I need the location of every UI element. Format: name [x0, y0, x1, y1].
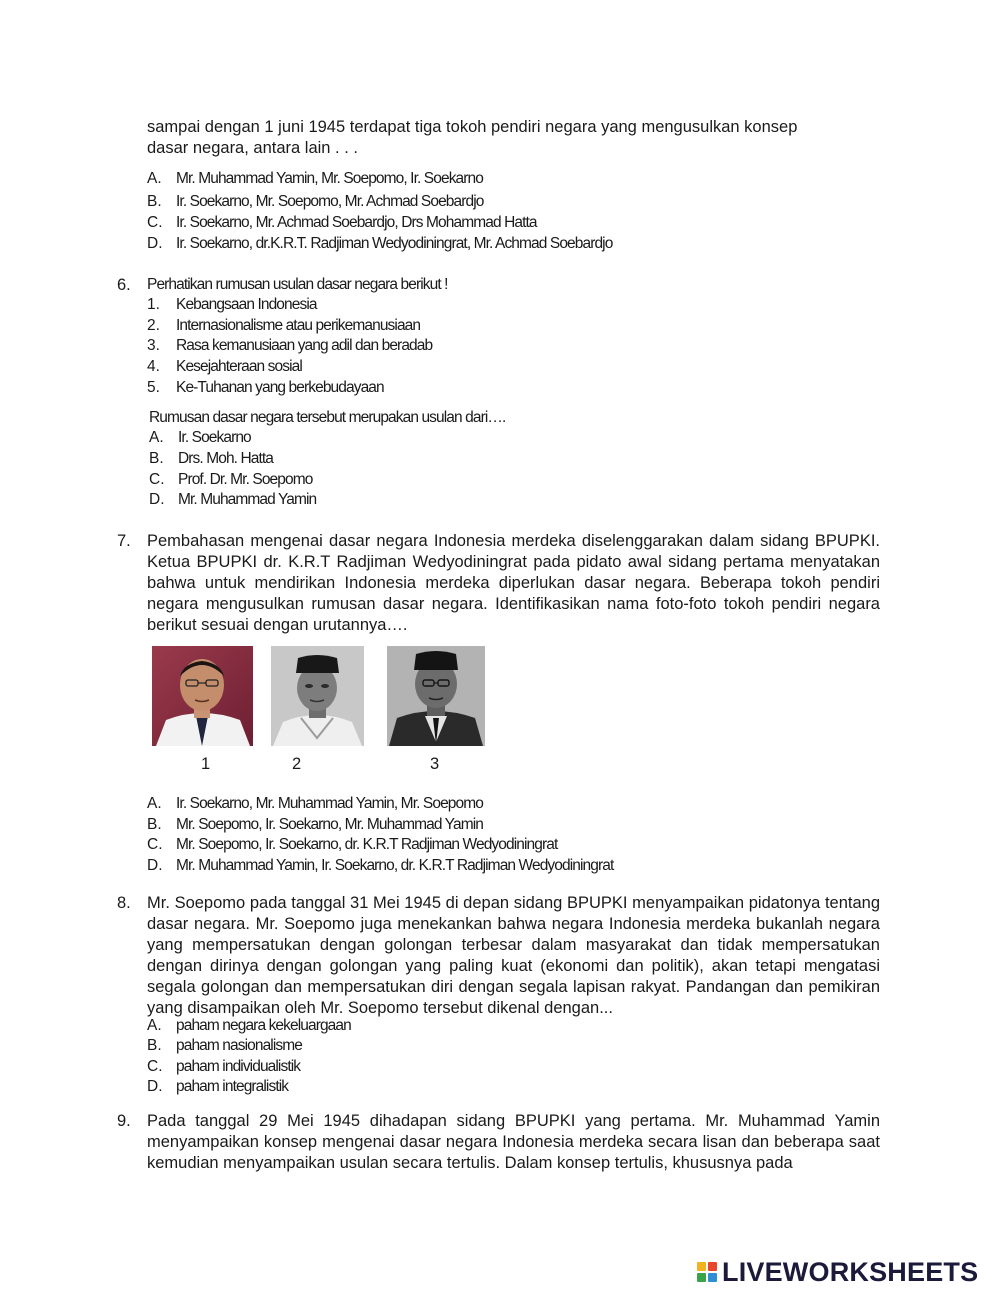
q7-number: 7. — [117, 532, 131, 550]
founder-photo-2 — [271, 646, 364, 746]
founder-photo-3 — [387, 646, 485, 746]
q6-item-2: 2. Internasionalisme atau perikemanusiaan — [147, 317, 421, 334]
q6-item-5: 5. Ke-Tuhanan yang berkebudayaan — [147, 379, 384, 396]
liveworksheets-logo[interactable] — [697, 1257, 978, 1287]
q5-stem-line1: sampai dengan 1 juni 1945 terdapat tiga tokoh pendiri negara yang mengusulkan konsep — [147, 118, 798, 136]
q8-option-b[interactable]: B. paham nasionalisme — [147, 1037, 302, 1054]
founder-photo-1 — [152, 646, 253, 746]
brand-name: LIVEWORKSHEETS — [722, 1256, 979, 1287]
logo-grid-icon — [697, 1262, 717, 1282]
q7-option-b[interactable]: B. Mr. Soepomo, Ir. Soekarno, Mr. Muhammad Yamin — [147, 816, 483, 833]
q5-option-b[interactable]: B. Ir. Soekarno, Mr. Soepomo, Mr. Achmad Soebardjo — [147, 193, 484, 210]
q7-option-c[interactable]: C. Mr. Soepomo, Ir. Soekarno, dr. K.R.T Radjiman Wedyodiningrat — [147, 836, 558, 853]
q6-stem: Perhatikan rumusan usulan dasar negara berikut ! — [147, 276, 448, 293]
q8-number: 8. — [117, 894, 131, 912]
q5-option-d[interactable]: D. Ir. Soekarno, dr.K.R.T. Radjiman Wedyodiningrat, Mr. Achmad Soebardjo — [147, 235, 613, 252]
q6-question: Rumusan dasar negara tersebut merupakan usulan dari…. — [149, 409, 506, 426]
photo-caption-3: 3 — [430, 755, 440, 773]
q8-option-d[interactable]: D. paham integralistik — [147, 1078, 289, 1095]
q7-stem: Pembahasan mengenai dasar negara Indonesia merdeka diselenggarakan dalam sidang BPUPKI. Ketua BPUPKI dr. K.R.T Radjiman Wedyodiningrat pada pidato awal sidang pertama menyatakan bahwa untuk mendirikan Indonesia merdeka diperlukan dasar negara. Beberapa tokoh pendiri negara mengusulkan rumusan dasar negara. Identifikasikan nama foto-foto tokoh pendiri negara berikut sesuai dengan urutannya…. — [147, 532, 880, 634]
q6-item-1: 1. Kebangsaan Indonesia — [147, 296, 317, 313]
q7-option-a[interactable]: A. Ir. Soekarno, Mr. Muhammad Yamin, Mr. Soepomo — [147, 795, 483, 812]
q5-option-c[interactable]: C. Ir. Soekarno, Mr. Achmad Soebardjo, Drs Mohammad Hatta — [147, 214, 537, 231]
q6-item-3: 3. Rasa kemanusiaan yang adil dan beradab — [147, 337, 433, 354]
q9-number: 9. — [117, 1112, 131, 1130]
q6-option-b[interactable]: B. Drs. Moh. Hatta — [149, 450, 274, 467]
q9-stem: Pada tanggal 29 Mei 1945 dihadapan sidang BPUPKI yang pertama. Mr. Muhammad Yamin menyampaikan konsep mengenai dasar negara Indonesia merdeka secara lisan dan beberapa saat kemudian menyampaikan usulan secara tertulis. Dalam konsep tertulis, khususnya pada — [147, 1112, 880, 1172]
q6-item-4: 4. Kesejahteraan sosial — [147, 358, 302, 375]
q6-number: 6. — [117, 276, 131, 294]
q6-option-a[interactable]: A. Ir. Soekarno — [149, 429, 251, 446]
q6-option-c[interactable]: C. Prof. Dr. Mr. Soepomo — [149, 471, 313, 488]
q7-option-d[interactable]: D. Mr. Muhammad Yamin, Ir. Soekarno, dr. K.R.T Radjiman Wedyodiningrat — [147, 857, 614, 874]
q8-stem: Mr. Soepomo pada tanggal 31 Mei 1945 di depan sidang BPUPKI menyampaikan pidatonya tentang dasar negara. Mr. Soepomo juga menekankan bahwa negara Indonesia merdeka bukanlah negara yang mempersatukan dengan golongan terbesar dalam masyarakat dan tidak mempersatukan dengan dirinya dengan golongan yang paling kuat (ekonomi dan politik), akan tetapi mengatasi segala golongan dan mempersatukan diri dengan segala lapisan rakyat. Pandangan dan pemikiran yang disampaikan oleh Mr. Soepomo tersebut dikenal dengan... — [147, 894, 880, 1017]
q8-option-c[interactable]: C. paham individualistik — [147, 1058, 301, 1075]
photo-caption-1: 1 — [201, 755, 211, 773]
q6-option-d[interactable]: D. Mr. Muhammad Yamin — [149, 491, 317, 508]
q5-stem-line2: dasar negara, antara lain . . . — [147, 139, 358, 157]
q8-option-a[interactable]: A. paham negara kekeluargaan — [147, 1017, 351, 1034]
photo-caption-2: 2 — [292, 755, 302, 773]
q5-option-a[interactable]: A. Mr. Muhammad Yamin, Mr. Soepomo, Ir. Soekarno — [147, 170, 483, 187]
